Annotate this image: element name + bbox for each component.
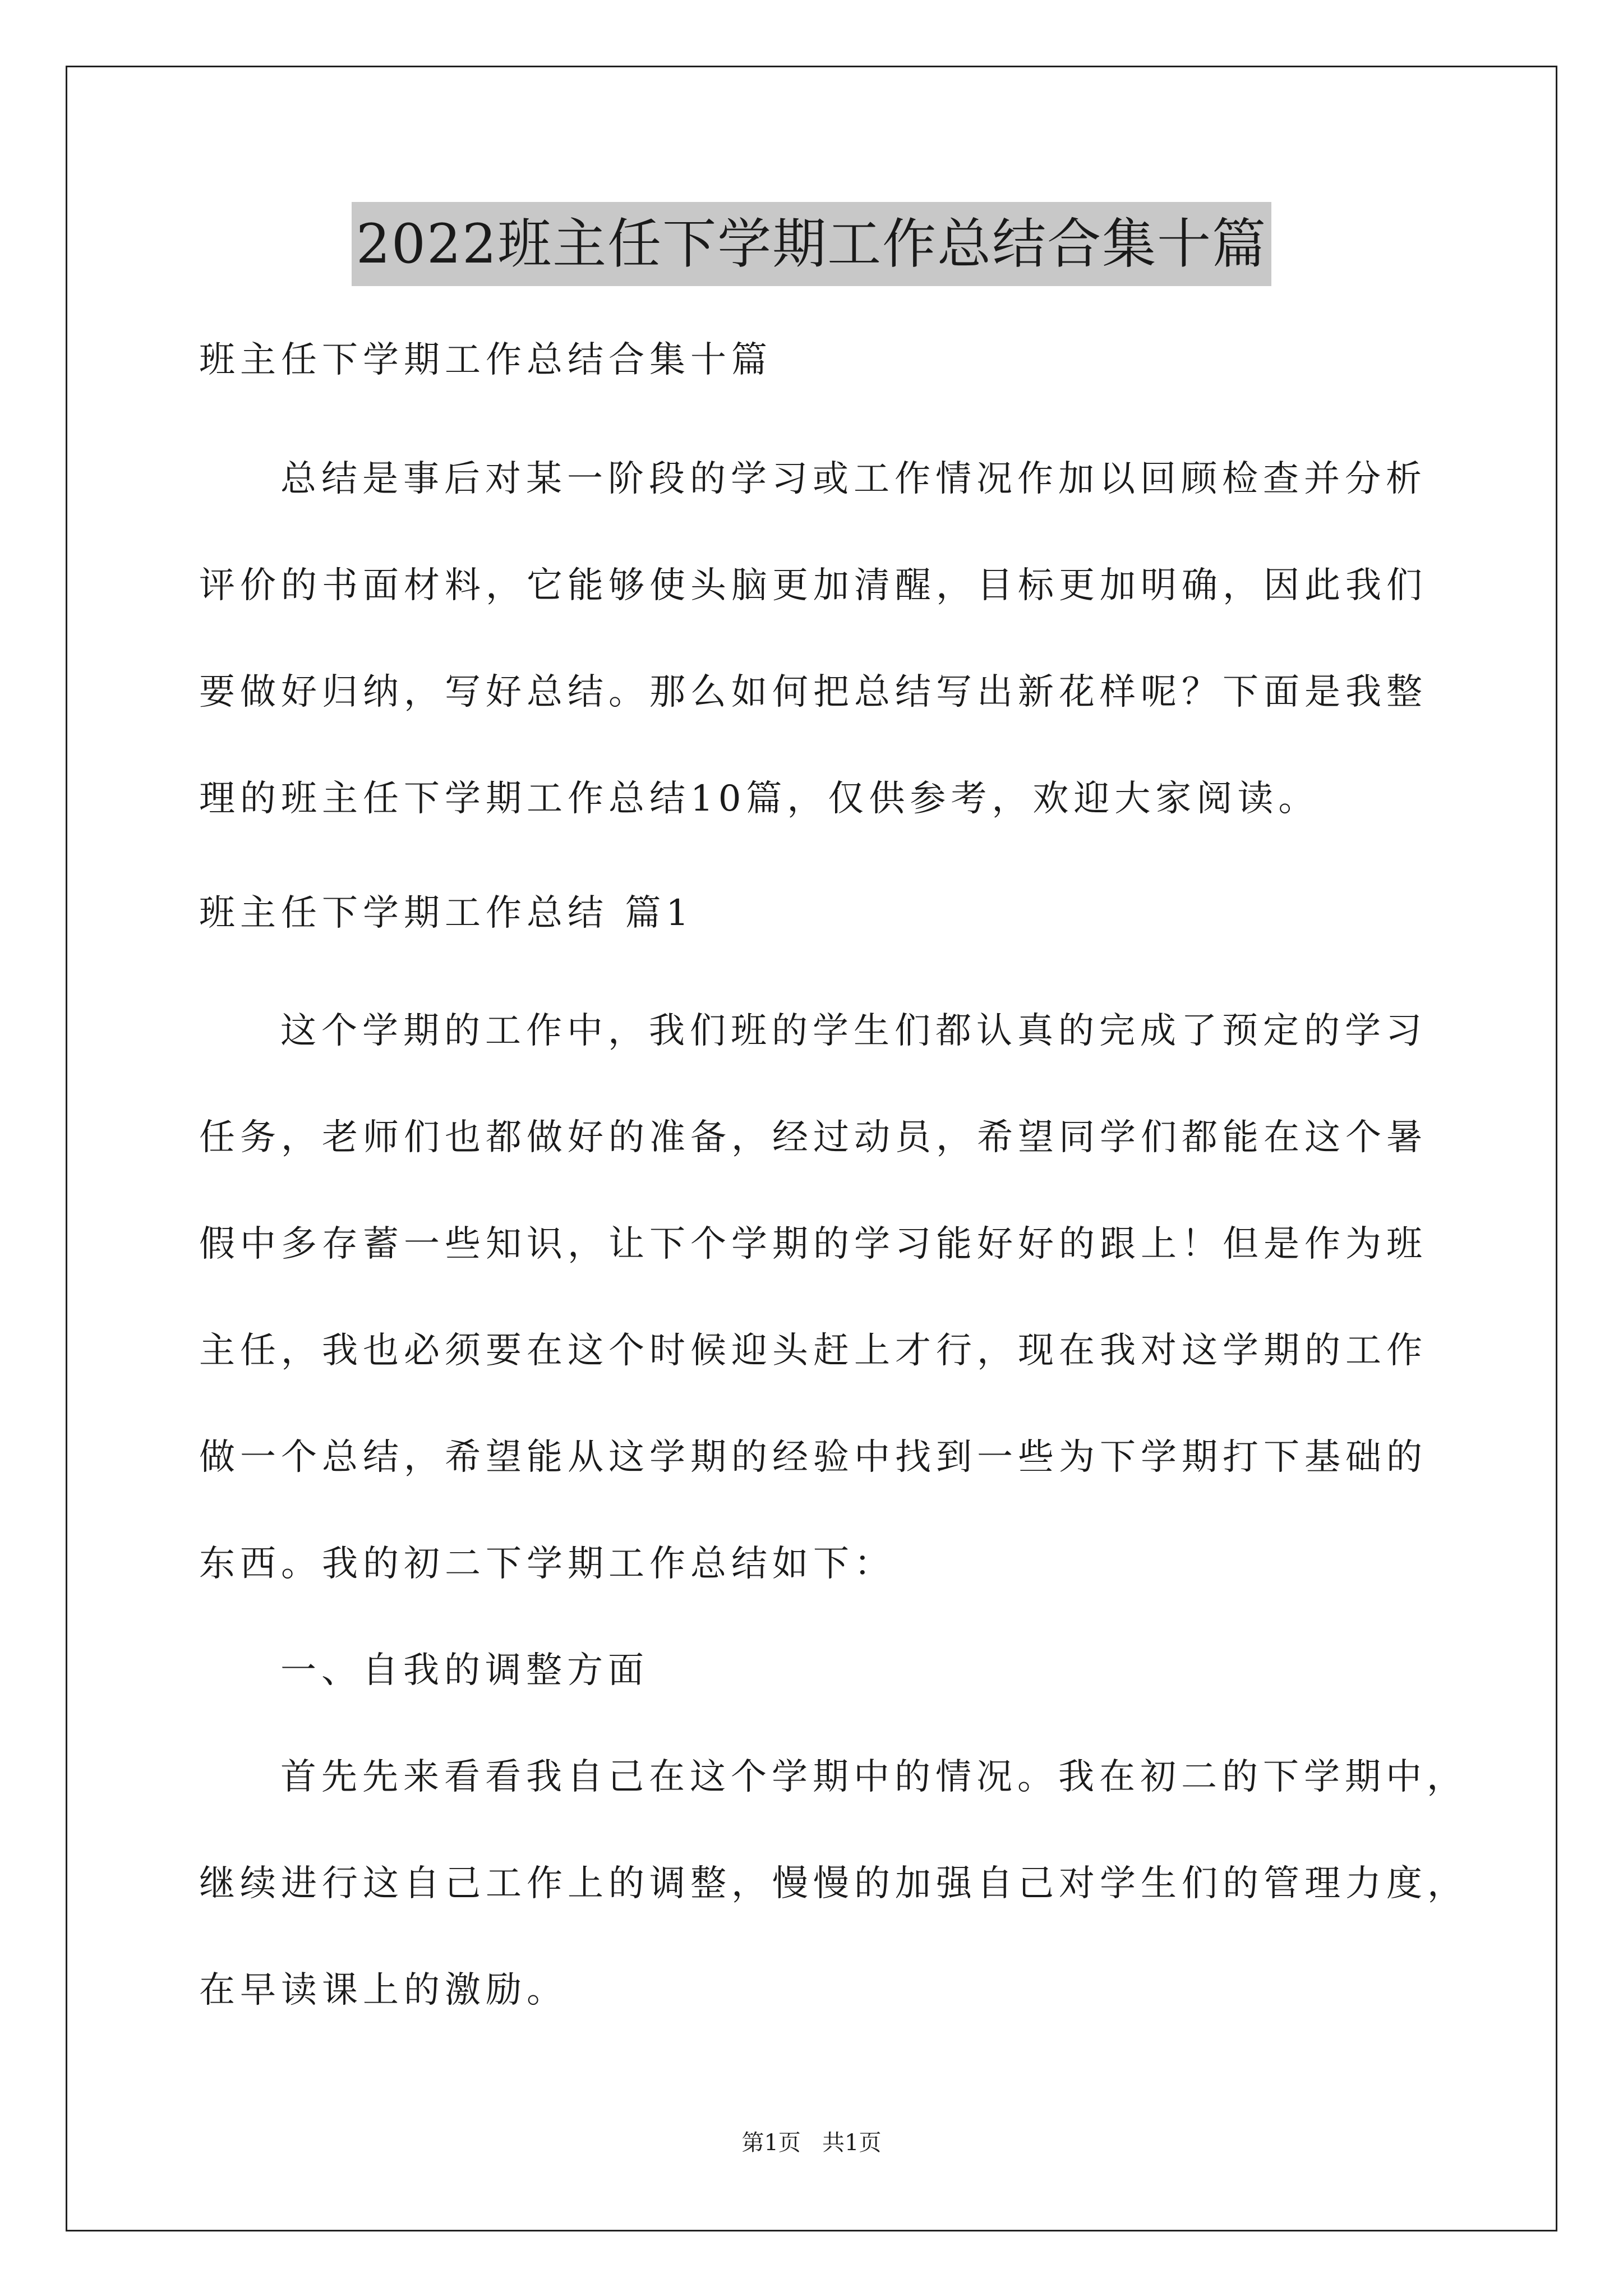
intro-line-2: 评价的书面材料，它能够使头脑更加清醒，目标更加明确，因此我们	[199, 565, 1427, 606]
body-line-1: 这个学期的工作中，我们班的学生们都认真的完成了预定的学习	[280, 1010, 1427, 1052]
intro-line-4: 理的班主任下学期工作总结10篇，仅供参考，欢迎大家阅读。	[199, 778, 1320, 820]
intro-line-3: 要做好归纳，写好总结。那么如何把总结写出新花样呢？下面是我整	[199, 671, 1427, 713]
subtitle-line: 班主任下学期工作总结合集十篇	[199, 339, 772, 381]
document-title: 2022班主任下学期工作总结合集十篇	[352, 202, 1271, 286]
body-line-8: 继续进行这自己工作上的调整，慢慢的加强自己对学生们的管理力度，	[199, 1863, 1468, 1904]
intro-line-1: 总结是事后对某一阶段的学习或工作情况作加以回顾检查并分析	[280, 458, 1427, 500]
body-line-5: 做一个总结，希望能从这学期的经验中找到一些为下学期打下基础的	[199, 1437, 1427, 1478]
body-line-6: 东西。我的初二下学期工作总结如下：	[199, 1543, 895, 1585]
title-block	[0, 202, 1623, 286]
body-line-2: 任务，老师们也都做好的准备，经过动员，希望同学们都能在这个暑	[199, 1117, 1427, 1158]
body-line-3: 假中多存蓄一些知识，让下个学期的学习能好好的跟上！但是作为班	[199, 1223, 1427, 1265]
section-heading: 班主任下学期工作总结 篇1	[199, 892, 694, 934]
body-line-4: 主任，我也必须要在这个时候迎头赶上才行，现在我对这学期的工作	[199, 1330, 1427, 1372]
page-footer: 第1页 共1页	[741, 2130, 882, 2156]
body-line-9: 在早读课上的激励。	[199, 1970, 568, 2011]
body-line-7: 首先先来看看我自己在这个学期中的情况。我在初二的下学期中，	[280, 1756, 1468, 1798]
subsection-heading: 一、自我的调整方面	[280, 1650, 649, 1691]
